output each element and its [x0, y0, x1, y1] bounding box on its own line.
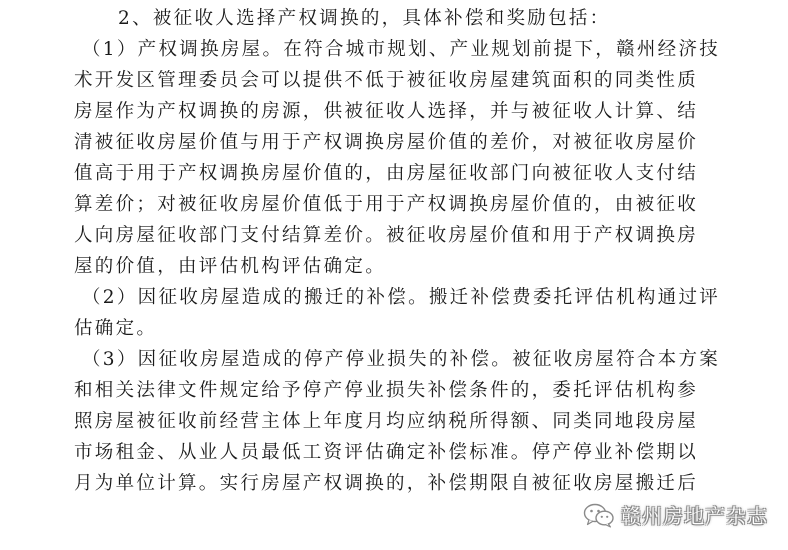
text-line: 2、被征收人选择产权调换的，具体补偿和奖励包括：	[118, 8, 611, 29]
text-line: 月为单位计算。实行房屋产权调换的，补偿期限自被征收房屋搬迁后	[74, 473, 699, 494]
text-line: （2）因征收房屋造成的搬迁的补偿。搬迁补偿费委托评估机构通过评	[82, 287, 721, 308]
text-line: 市场租金、从业人员最低工资评估确定补偿标准。停产停业补偿期以	[74, 442, 699, 463]
text-line: 算差价；对被征收房屋价值低于用于产权调换房屋价值的，由被征收	[74, 194, 699, 215]
text-line: （1）产权调换房屋。在符合城市规划、产业规划前提下，赣州经济技	[82, 39, 721, 60]
text-line: 人向房屋征收部门支付结算差价。被征收房屋价值和用于产权调换房	[74, 225, 699, 246]
text-line: 清被征收房屋价值与用于产权调换房屋价值的差价，对被征收房屋价	[74, 132, 699, 153]
text-line: 和相关法律文件规定给予停产停业损失补偿条件的，委托评估机构参	[74, 380, 699, 401]
text-line: 估确定。	[74, 318, 158, 339]
watermark	[583, 500, 768, 529]
text-line: 值高于用于产权调换房屋价值的，由房屋征收部门向被征收人支付结	[74, 163, 699, 184]
text-line: （3）因征收房屋造成的停产停业损失的补偿。被征收房屋符合本方案	[82, 349, 721, 370]
wechat-icon	[583, 502, 615, 528]
watermark-text: 赣州房地产杂志	[621, 504, 768, 528]
text-line: 房屋作为产权调换的房源，供被征收人选择，并与被征收人计算、结	[74, 101, 699, 122]
text-line: 屋的价值，由评估机构评估确定。	[74, 256, 387, 277]
text-line: 照房屋被征收前经营主体上年度月均应纳税所得额、同类同地段房屋	[74, 411, 699, 432]
text-line: 术开发区管理委员会可以提供不低于被征收房屋建筑面积的同类性质	[74, 70, 699, 91]
